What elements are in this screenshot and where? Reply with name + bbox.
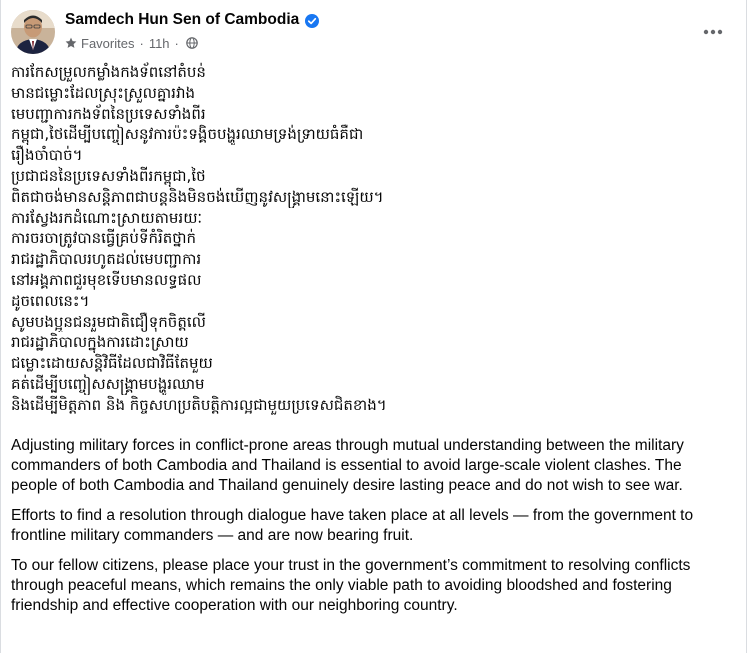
profile-photo <box>11 10 55 54</box>
globe-icon <box>186 37 198 49</box>
khmer-line: ការចរចាត្រូវបានធ្វើគ្រប់ទីកំរិតថ្នាក់ <box>11 229 197 248</box>
khmer-line: មេបញ្ជាការកងទ័ពនៃប្រទេសទាំងពីរ <box>11 104 206 123</box>
khmer-line: សូមបងប្អូនជនរួមជាតិជឿទុកចិត្តលើ <box>11 312 206 331</box>
audience-label[interactable]: Favorites <box>81 35 135 51</box>
meta-separator-2: · <box>174 35 179 51</box>
khmer-line: រាជរដ្ឋាភិបាលរហូតដល់មេបញ្ជាការ <box>11 250 202 269</box>
khmer-line: ប្រជាជននៃប្រទេសទាំងពីរកម្ពុជា,ថៃ <box>11 166 206 185</box>
author-avatar[interactable] <box>11 10 55 54</box>
author-name[interactable]: Samdech Hun Sen of Cambodia <box>65 11 300 28</box>
khmer-line: ការស្វែងរកដំណោះស្រាយតាមរយៈ <box>11 208 203 227</box>
verified-badge-icon <box>305 13 319 27</box>
khmer-line: ដូចពេលនេះ។ <box>11 291 90 310</box>
khmer-line: រាជរដ្ឋាភិបាលក្នុងការដោះស្រាយ <box>11 333 189 352</box>
english-paragraph: Adjusting military forces in conflict-prone areas through mutual understanding between the military commanders of both Cambodia and Thailand is essential to avoid large-scale violent clashes. The people of both Cambodia and Thailand genuinely desire lasting peace and do not wish to see war. <box>11 437 684 494</box>
khmer-line: ការកែសម្រួលកម្លាំងកងទ័ពនៅតំបន់ <box>11 63 206 81</box>
post-timestamp[interactable]: 11h <box>148 35 170 51</box>
khmer-line: នៅអង្គភាពជួរមុខទើបមានលទ្ធផល <box>11 270 202 289</box>
post-header <box>11 10 731 56</box>
khmer-line: និងដើម្បីមិត្តភាព និង កិច្ចសហប្រតិបត្តិការល្អជាមួយប្រទេសជិតខាង។ <box>11 395 387 414</box>
khmer-line: គត់ដើម្បីបញ្ចៀសសង្គ្រាមបង្ហូរឈាម <box>11 374 205 393</box>
post-meta <box>65 33 319 53</box>
more-options-button[interactable] <box>695 14 731 50</box>
english-paragraph: Efforts to find a resolution through dialogue have taken place at all levels — from the government to frontline military commanders — and are now bearing fruit. <box>11 507 694 544</box>
khmer-line: កម្ពុជា,ថៃដើម្បីបញ្ចៀសនូវការប៉ះទង្គិចបង្ហូរឈាមទ្រង់ទ្រាយធំគឺជា <box>11 125 364 144</box>
khmer-message <box>11 62 731 416</box>
english-message <box>11 436 731 626</box>
khmer-line: រឿងចាំបាច់។ <box>11 146 83 165</box>
khmer-line: មានជម្លោះដែលស្រុះស្រួលគ្នារវាង <box>11 83 195 102</box>
khmer-line: ជម្លោះដោយសន្តិវិធីដែលជាវិធីតែមួយ <box>11 354 213 373</box>
khmer-line: ពិតជាចង់មានសន្តិភាពជាបន្តនិងមិនចង់ឃើញនូវសង្គ្រាមនោះឡើយ។ <box>11 187 384 206</box>
author-info <box>65 10 319 53</box>
english-paragraph: To our fellow citizens, please place your trust in the government’s commitment to resolving conflicts through peaceful means, which remains the only viable path to avoiding bloodshed and fostering friendship and effective cooperation with our neighboring country. <box>11 557 691 614</box>
star-icon <box>65 37 77 49</box>
meta-separator: · <box>139 35 144 51</box>
author-line <box>65 10 319 30</box>
more-options-icon <box>703 29 723 35</box>
